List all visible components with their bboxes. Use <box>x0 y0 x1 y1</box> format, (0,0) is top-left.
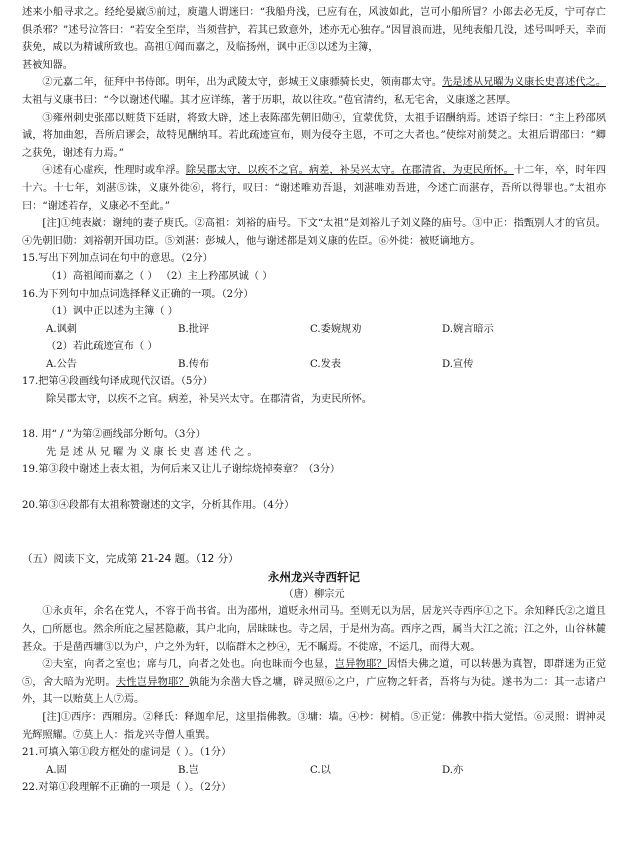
para-1-tail: 述来小船寻求之。经纶晏崴⑤前过，庾遣人谓迷曰：“我船舟浅，已应有在，风波如此，岂可小船所冒？小郎去必无反，宁可存亡俱杀邪？”述号泣答曰：“若安全至岸，当须营护，若其已致意外，述亦无心独存。”因冒浪而进，见纯表船几没，述号叫呼天，幸而获免，咸以为精诚所致也。高祖①闻而嘉之，及临扬州，讽中正③以述为主簿， <box>22 7 606 54</box>
question-18-sentence: 先 是 述 从 兄 曜 为 义 康 长 史 喜 述 代 之 。 <box>46 446 258 458</box>
para-4: ④述有心虚疾，性理时或牟浮。除吴郡太守，以疾不之官。病差，补吴兴太守。在郡清省，为吏民所怀。十二年，卒，时年四十六。十七年，刘湛⑤诛，义康外徙⑥，将行，叹曰：“谢述唯劝吾退，刘湛唯劝吾进，今述亡而湛存，吾所以得罪也。”太祖亦曰：“谢述若存，义康必不至此。” <box>22 165 607 212</box>
article-para-2: ②夫室，向者之室也；席与几，向者之处也。向也昧而今也显，岂异物耶？因悟夫佛之道，可以转愚为真智，即群迷为正觉⑤，舍大暗为光明。夫性岂异物耶？孰能为余凿大昏之墉，辟灵照⑥之户，广应物之轩者，吾将与为徒。遂书为二：其一志诸户外，其一以贻莫上人⑦焉。 <box>22 659 607 706</box>
question-16: 16.为下列句中加点词选择释义正确的一项。（2分） <box>22 288 254 300</box>
question-17: 17.把第④段画线句译成现代汉语。（5分） <box>22 376 213 388</box>
article-annotation: [注]①西序：西厢房。②释氏：释迦牟尼，这里指佛教。③墉：墙。④杪：树梢。⑤正觉：佛教中指大觉悟。⑥灵照：谓神灵光辉照耀。⑦莫上人：指龙兴寺僧人重巽。 <box>22 711 606 741</box>
question-18: 18. 用“ / ”为第②画线部分断句。（3分） <box>22 429 206 441</box>
question-21-options: A.固 B.岂 C.以 D.亦 <box>46 764 464 776</box>
article-title: 永州龙兴寺西轩记 <box>268 570 360 585</box>
question-19: 19.第③段中谢述上表太祖，为何后来又让儿子谢综烧掉奏章？（3分） <box>22 464 341 476</box>
question-21: 21.可填入第①段方框处的虚词是（ ）。（1分） <box>22 747 232 759</box>
para-2: ②元嘉二年，征拜中书侍郎。明年，出为武陵太守，彭城王义康骠骑长史，领南郡太守。先是述从兄曜为义康长史喜述代之。太祖与义康书曰：“今以谢述代曜。其才应详练，著于历职，故以往攻。”苞官清约，私无宅舍，义康遂之甚厚。 <box>22 77 607 106</box>
article-para-1: ①永贞年，余名在党人，不容于尚书省。出为邵州，道贬永州司马。至则无以为居，居龙兴寺西序①之下。余知释氏②之道且久，□所愿也。然余所庇之屋甚隐蔽，其户北向，居昧昧也。寺之居，于是州为高。西序之西，属当大江之流；江之外，山谷林麓甚众。于是凿西墉③以为户，户之外为轩，以临群木之杪④，无不瞩焉。不徙席，不运几，而得大观。 <box>22 606 606 653</box>
question-22: 22.对第①段理解不正确的一项是（ ）。（2分） <box>22 782 232 794</box>
question-16-sub1: （1）讽中正以述为主簿（ ） <box>46 306 178 318</box>
question-20: 20.第③④段都有太祖称赞谢述的文字，分析其作用。（4分） <box>22 499 295 511</box>
section-5-heading: （五）阅读下文，完成第 21-24 题。（12 分） <box>22 553 239 566</box>
question-16-sub2: （2）若此疏迹宣布（ ） <box>46 341 158 353</box>
para-1-end: 甚被知器。 <box>22 59 73 71</box>
question-16-options-2: A.公告 B.传布 C.发表 D.宣传 <box>46 358 474 370</box>
question-17-sentence: 除吴郡太守，以疾不之官。病差，补吴兴太守。在郡清省，为吏民所怀。 <box>46 394 372 406</box>
question-15: 15.写出下列加点词在句中的意思。（2分） <box>22 253 213 265</box>
annotation: [注]①纯表崴：谢纯的妻子庾氏。②高祖：刘裕的庙号。下文“太祖”是刘裕儿子刘义隆的庙号。③中正：指甄别人才的官员。④先朝旧勋：刘裕朝开国功臣。⑤刘湛：彭城人，他与谢述都是刘义康的佐臣。⑥外徙：被贬谪地方。 <box>22 218 606 247</box>
question-15-items: （1）高祖闻而嘉之（ ） （2）主上矜邵夙诚（ ） <box>46 270 273 282</box>
article-author: （唐）柳宗元 <box>283 589 345 601</box>
question-16-options-1: A.讽刺 B.批评 C.委婉规劝 D.婉言暗示 <box>46 323 494 335</box>
para-3: ③雍州刺史张邵以赃货下廷尉，将致大辟，述上表陈邵先朝旧勋④，宜蒙优贷，太祖手诏酬纳焉。述语子综曰：“主上矜邵夙诚，将加曲恕，吾所启谬会，故特见酬纳耳。若此疏迹宣布，则为侵夺主恩，不可之大者也。”使综对前焚之。太祖后谓邵曰：“卿之获免，谢述有力焉。” <box>22 112 606 159</box>
